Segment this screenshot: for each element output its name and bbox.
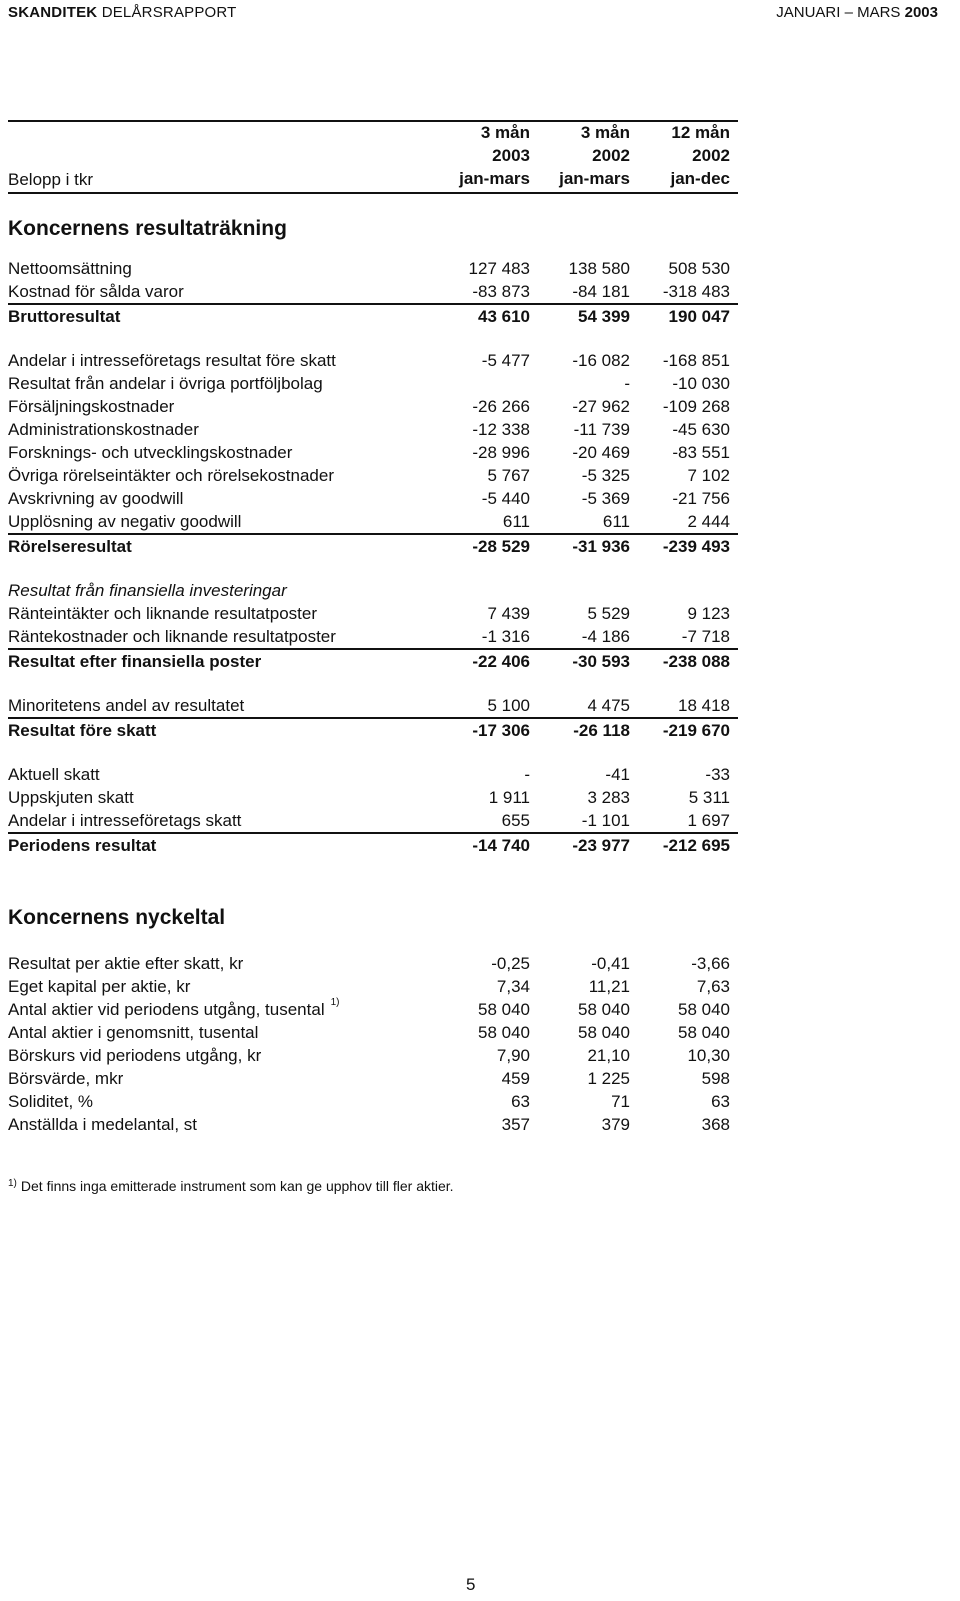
value-cell: -1 316 (481, 627, 530, 646)
value-cell: 1 911 (488, 788, 530, 807)
table-row (8, 786, 738, 809)
value-cell: 2 444 (687, 512, 730, 531)
row-label (8, 395, 174, 418)
value-cell: 58 040 (578, 1000, 630, 1019)
financial-report (8, 120, 738, 1136)
value-cell: -23 977 (572, 836, 630, 855)
value-cell: 138 580 (568, 259, 630, 278)
value-cell: 4 475 (587, 696, 630, 715)
page-header (0, 0, 960, 26)
row-label (8, 1090, 93, 1113)
col2-line1: 3 mån (580, 123, 630, 142)
col1-line3: jan-mars (459, 169, 530, 188)
value-cell: -168 851 (662, 351, 730, 370)
value-cell: 357 (501, 1115, 530, 1134)
row-label (8, 487, 183, 510)
value-cell: 7 102 (687, 466, 730, 485)
row-label-text: Aktuell skatt (8, 765, 100, 784)
row-spacer (8, 329, 738, 349)
row-label (8, 1044, 261, 1067)
company-name: SKANDITEK (8, 4, 98, 21)
value-cell: -26 266 (472, 397, 530, 416)
col3-line3: jan-dec (670, 169, 730, 188)
table-row (8, 579, 738, 602)
value-cell: -12 338 (472, 420, 530, 439)
column-2002-q1 (559, 121, 630, 190)
col2-line3: jan-mars (559, 169, 630, 188)
row-spacer (8, 743, 738, 763)
value-cell: 58 040 (578, 1023, 630, 1042)
row-label-text: Räntekostnader och liknande resultatposter (8, 627, 336, 646)
value-cell: 368 (701, 1115, 730, 1134)
value-cell: - (624, 374, 630, 393)
value-cell: -16 082 (572, 351, 630, 370)
row-label-text: Andelar i intresseföretags skatt (8, 811, 242, 830)
value-cell: -239 493 (662, 537, 730, 556)
value-cell: -5 477 (481, 351, 530, 370)
col1-line2: 2003 (492, 146, 530, 165)
row-label-text: Börskurs vid periodens utgång, kr (8, 1046, 262, 1065)
table-row (8, 464, 738, 487)
row-label (8, 441, 292, 464)
row-label (8, 372, 323, 395)
table-row (8, 1090, 738, 1113)
row-label-text: Resultat efter finansiella poster (8, 652, 262, 671)
value-cell: -21 756 (672, 489, 730, 508)
row-label-text: Administrationskostnader (8, 420, 199, 439)
table-row (8, 694, 738, 717)
value-cell: -33 (705, 765, 730, 784)
value-cell: 7,34 (496, 977, 530, 996)
table-row (8, 280, 738, 303)
col2-line2: 2002 (592, 146, 630, 165)
value-cell: 611 (502, 512, 530, 531)
row-label-text: Resultat före skatt (8, 721, 157, 740)
amount-unit-label: Belopp i tkr (8, 170, 94, 189)
value-cell: -212 695 (662, 836, 730, 855)
table-row (8, 809, 738, 832)
footnote (8, 1178, 454, 1194)
value-cell: 1 225 (587, 1069, 630, 1088)
row-label-text: Eget kapital per aktie, kr (8, 977, 191, 996)
table-row (8, 602, 738, 625)
value-cell: 127 483 (468, 259, 530, 278)
value-cell: 5 100 (487, 696, 530, 715)
table-row (8, 1044, 738, 1067)
value-cell: 54 399 (578, 307, 630, 326)
value-cell: 58 040 (678, 1000, 730, 1019)
value-cell: - (524, 765, 530, 784)
row-label-text: Rörelseresultat (8, 537, 132, 556)
period-year: 2003 (904, 4, 938, 21)
row-label-text: Periodens resultat (8, 836, 157, 855)
value-cell: -28 996 (472, 443, 530, 462)
row-label (8, 650, 261, 674)
row-label (8, 1067, 123, 1090)
row-label (8, 280, 184, 303)
row-spacer (8, 559, 738, 579)
section-title (8, 217, 738, 240)
table-row (8, 418, 738, 441)
value-cell: 71 (611, 1092, 630, 1111)
value-cell: -109 268 (662, 397, 730, 416)
table-row (8, 1021, 738, 1044)
row-label (8, 834, 156, 858)
row-label (8, 535, 132, 559)
row-label-text: Anställda i medelantal, st (8, 1115, 197, 1134)
value-cell: -11 739 (573, 420, 630, 439)
col1-line1: 3 mån (480, 123, 530, 142)
column-header (8, 122, 738, 194)
table-row (8, 257, 738, 280)
value-cell: -5 369 (581, 489, 630, 508)
value-cell: 190 047 (668, 307, 730, 326)
value-cell: -238 088 (662, 652, 730, 671)
row-label (8, 579, 287, 602)
table-row (8, 832, 738, 858)
table-row (8, 763, 738, 786)
period-label: JANUARI – MARS (776, 4, 901, 21)
row-label (8, 786, 134, 809)
row-label (8, 464, 334, 487)
row-label (8, 510, 241, 533)
value-cell: 43 610 (478, 307, 530, 326)
page-number: 5 (466, 1575, 476, 1594)
value-cell: -318 483 (662, 282, 730, 301)
row-label-text: Forsknings- och utvecklingskostnader (8, 443, 293, 462)
value-cell: 459 (501, 1069, 530, 1088)
value-cell: -7 718 (681, 627, 730, 646)
value-cell: -31 936 (572, 537, 630, 556)
table-row (8, 717, 738, 743)
value-cell: -3,66 (691, 954, 730, 973)
value-cell: -10 030 (672, 374, 730, 393)
value-cell: -27 962 (572, 397, 630, 416)
row-label-text: Minoritetens andel av resultatet (8, 696, 245, 715)
value-cell: 7,63 (696, 977, 730, 996)
value-cell: -219 670 (662, 721, 730, 740)
row-label-text: Upplösning av negativ goodwill (8, 512, 242, 531)
value-cell: -0,41 (591, 954, 630, 973)
value-cell: -28 529 (472, 537, 530, 556)
section-title (8, 906, 738, 929)
table-row (8, 303, 738, 329)
value-cell: -26 118 (573, 721, 630, 740)
report-name (8, 4, 237, 21)
row-label (8, 952, 243, 975)
report-type: DELÅRSRAPPORT (101, 4, 237, 21)
value-cell: -5 440 (481, 489, 530, 508)
col3-line1: 12 mån (671, 123, 730, 142)
row-label-text: Andelar i intresseföretags resultat före skatt (8, 351, 336, 370)
section-title-text: Koncernens nyckeltal (8, 906, 226, 929)
footnote-reference: 1) (330, 997, 340, 1008)
row-label (8, 719, 156, 743)
column-2002-full-year (670, 121, 730, 190)
row-label-text: Antal aktier vid periodens utgång, tusental (8, 1000, 325, 1019)
row-spacer (8, 674, 738, 694)
row-label-text: Börsvärde, mkr (8, 1069, 124, 1088)
value-cell: 58 040 (478, 1000, 530, 1019)
value-cell: 7,90 (496, 1046, 530, 1065)
row-label-text: Nettoomsättning (8, 259, 132, 278)
value-cell: 379 (601, 1115, 630, 1134)
value-cell: -17 306 (472, 721, 530, 740)
value-cell: 58 040 (478, 1023, 530, 1042)
value-cell: 3 283 (587, 788, 630, 807)
table-row (8, 648, 738, 674)
table-row (8, 625, 738, 648)
row-label-text: Resultat per aktie efter skatt, kr (8, 954, 244, 973)
value-cell: 655 (501, 811, 530, 830)
row-label (8, 998, 340, 1021)
row-label-text: Avskrivning av goodwill (8, 489, 184, 508)
value-cell: 63 (711, 1092, 730, 1111)
value-cell: -5 325 (581, 466, 630, 485)
table-row (8, 975, 738, 998)
table-row (8, 441, 738, 464)
value-cell: 5 311 (688, 788, 730, 807)
col3-line2: 2002 (692, 146, 730, 165)
table-row (8, 952, 738, 975)
value-cell: -20 469 (572, 443, 630, 462)
footnote-mark: 1) (8, 1178, 17, 1189)
table-row (8, 395, 738, 418)
value-cell: 58 040 (678, 1023, 730, 1042)
value-cell: -4 186 (581, 627, 630, 646)
row-label-text: Ränteintäkter och liknande resultatposter (8, 604, 318, 623)
value-cell: 611 (602, 512, 630, 531)
row-label (8, 1021, 258, 1044)
row-spacer (8, 929, 738, 952)
table-row (8, 372, 738, 395)
value-cell: -45 630 (672, 420, 730, 439)
value-cell: -14 740 (472, 836, 530, 855)
value-cell: 21,10 (587, 1046, 630, 1065)
value-cell: 18 418 (678, 696, 730, 715)
row-label (8, 602, 317, 625)
row-label (8, 763, 100, 786)
table-row (8, 998, 738, 1021)
row-label-text: Antal aktier i genomsnitt, tusental (8, 1023, 259, 1042)
value-cell: -84 181 (572, 282, 630, 301)
value-cell: -30 593 (572, 652, 630, 671)
table-row (8, 349, 738, 372)
row-label (8, 975, 190, 998)
value-cell: -0,25 (491, 954, 530, 973)
value-cell: 5 529 (587, 604, 630, 623)
row-spacer (8, 858, 738, 906)
section-title-text: Koncernens resultaträkning (8, 217, 287, 240)
row-label-text: Resultat från andelar i övriga portföljbolag (8, 374, 323, 393)
row-label (8, 1113, 197, 1136)
row-label-text: Kostnad för sålda varor (8, 282, 184, 301)
report-body (8, 194, 738, 1136)
table-row (8, 1067, 738, 1090)
row-label-text: Försäljningskostnader (8, 397, 175, 416)
row-spacer (8, 240, 738, 257)
row-label-text: Soliditet, % (8, 1092, 94, 1111)
table-row (8, 533, 738, 559)
row-label (8, 257, 132, 280)
table-row (8, 487, 738, 510)
value-cell: 9 123 (687, 604, 730, 623)
row-spacer (8, 194, 738, 217)
row-label (8, 349, 336, 372)
column-2003-q1 (459, 121, 530, 190)
row-label (8, 418, 199, 441)
value-cell: -41 (605, 765, 630, 784)
row-label (8, 305, 120, 329)
value-cell: 5 767 (487, 466, 530, 485)
row-label-text: Uppskjuten skatt (8, 788, 134, 807)
value-cell: 11,21 (588, 977, 630, 996)
row-label-text: Övriga rörelseintäkter och rörelsekostnader (8, 466, 334, 485)
footnote-text: Det finns inga emitterade instrument som kan ge upphov till fler aktier. (20, 1178, 454, 1194)
row-label-text: Resultat från finansiella investeringar (8, 581, 287, 600)
table-row (8, 1113, 738, 1136)
value-cell: 598 (701, 1069, 730, 1088)
row-label (8, 809, 241, 832)
report-period (776, 4, 938, 21)
value-cell: -1 101 (581, 811, 630, 830)
value-cell: 63 (511, 1092, 530, 1111)
value-cell: 10,30 (687, 1046, 730, 1065)
table-row (8, 510, 738, 533)
row-label (8, 625, 336, 648)
value-cell: 508 530 (668, 259, 730, 278)
row-label-text: Bruttoresultat (8, 307, 121, 326)
value-cell: -83 551 (672, 443, 730, 462)
value-cell: 1 697 (687, 811, 730, 830)
value-cell: -22 406 (472, 652, 530, 671)
value-cell: -83 873 (472, 282, 530, 301)
value-cell: 7 439 (487, 604, 530, 623)
row-label (8, 694, 244, 717)
